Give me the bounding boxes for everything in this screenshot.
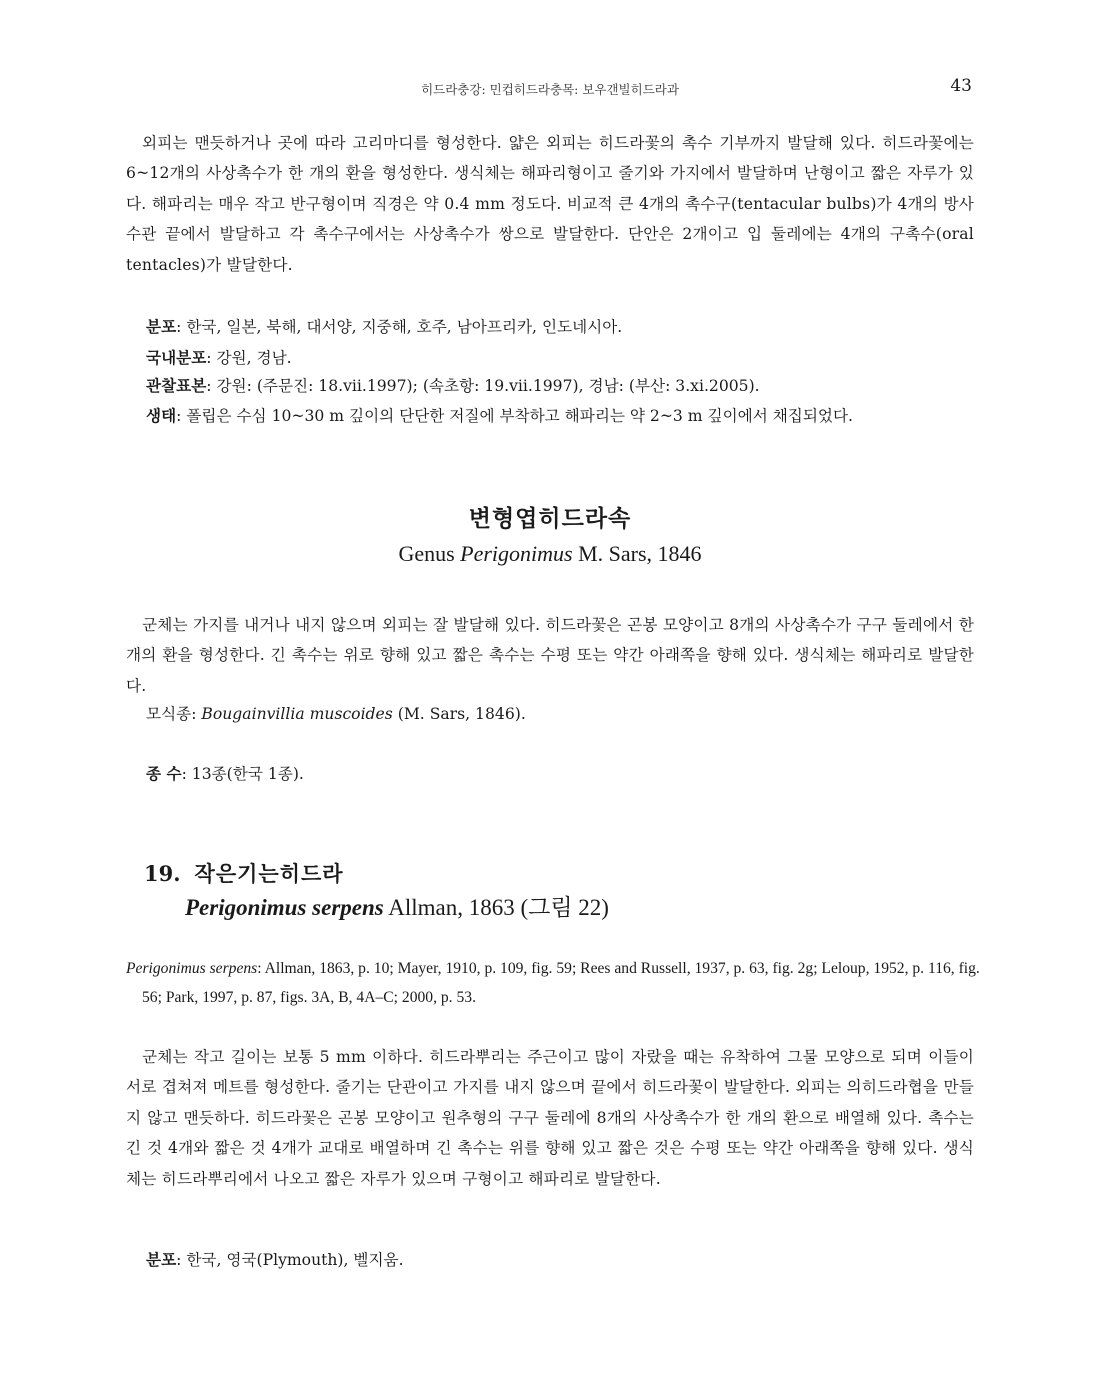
distribution-line <box>146 315 976 339</box>
genus-title-korean: 변형엽히드라속 <box>468 505 632 532</box>
species-number: 19. <box>144 861 181 886</box>
synonymy-name: Perigonimus serpens <box>126 960 258 977</box>
genus-author: M. Sars, 1846 <box>572 541 702 566</box>
genus-prefix: Genus <box>398 541 461 566</box>
genus-name: Perigonimus <box>460 541 573 566</box>
species-scientific-line <box>144 891 974 925</box>
type-species-author: (M. Sars, 1846). <box>392 705 526 723</box>
type-species-line <box>146 702 526 726</box>
specimens-line <box>146 374 976 398</box>
field-label: 분포 <box>146 1250 177 1269</box>
running-head: 히드라충강: 민컵히드라충목: 보우갠빌히드라과 <box>421 82 679 97</box>
species-distribution-line <box>146 1248 976 1272</box>
page-number: 43 <box>950 76 972 96</box>
field-value: : 강원: (주문진: 18.vii.1997); (속초항: 19.vii.1997), 경남: (부산: 3.xi.2005). <box>206 377 760 395</box>
field-value: : 13종(한국 1종). <box>181 765 304 783</box>
synonymy <box>126 954 990 1012</box>
field-value: : 한국, 일본, 북해, 대서양, 지중해, 호주, 남아프리카, 인도네시아. <box>176 318 623 336</box>
field-label: 생태 <box>146 406 177 425</box>
synonymy-text: : Allman, 1863, p. 10; Mayer, 1910, p. 109, fig. 59; Rees and Russell, 1937, p. 63, fig. 2g; Leloup, 1952, p. 116, fig. 56; Park, 1997, p. 87, figs. 3A, B, 4A–C; 2000, p. 53. <box>142 960 980 1006</box>
ecology-line <box>146 404 976 428</box>
species-title-line <box>144 857 974 891</box>
field-label: 국내분포 <box>146 348 207 367</box>
species-authority: Allman, 1863 (그림 22) <box>383 895 609 920</box>
type-species-name: Bougainvillia muscoides <box>201 705 393 723</box>
species-description: 군체는 작고 길이는 보통 5 mm 이하다. 히드라뿌리는 주근이고 많이 자랐을 때는 유착하여 그물 모양으로 되며 이들이 서로 겹쳐져 메트를 형성한다. 줄기는 단관이고 가지를 내지 않으며 끝에서 히드라꽃이 발달한다. 외피는 의히드라협을 만들지 않고 맨듯하다. 히드라꽃은 곤봉 모양이고 원추형의 구구 둘레에 8개의 사상촉수가 한 개의 환으로 배열해 있다. 촉수는 긴 것 4개와 짧은 것 4개가 교대로 배열하며 긴 촉수는 위를 향해 있고 짧은 것은 수평 또는 약간 아래쪽을 향해 있다. 생식체는 히드라뿌리에서 나오고 짧은 자루가 있으며 구형이고 해파리로 발달한다. <box>126 1048 974 1188</box>
field-value: : 한국, 영국(Plymouth), 벨지움. <box>176 1251 404 1269</box>
genus-description: 군체는 가지를 내거나 내지 않으며 외피는 잘 발달해 있다. 히드라꽃은 곤봉 모양이고 8개의 사상촉수가 구구 둘레에서 한 개의 환을 형성한다. 긴 촉수는 위로 향해 있고 짧은 촉수는 수평 또는 약간 아래쪽을 향해 있다. 생식체는 해파리로 발달한다. <box>126 616 974 695</box>
field-value: : 강원, 경남. <box>206 349 292 367</box>
field-label: 관찰표본 <box>146 376 207 395</box>
field-label: 분포 <box>146 317 177 336</box>
type-species-label: 모식종: <box>146 705 202 723</box>
species-korean-name: 작은기는히드라 <box>194 861 344 886</box>
species-scientific-name: Perigonimus serpens <box>185 895 384 920</box>
field-value: : 폴립은 수심 10~30 m 깊이의 단단한 저질에 부착하고 해파리는 약 2~3 m 깊이에서 채집되었다. <box>176 407 854 425</box>
species-heading <box>144 857 974 925</box>
species-count-line <box>146 762 976 786</box>
genus-title-latin <box>0 541 1100 567</box>
page-header <box>126 76 974 98</box>
field-label: 종 수 <box>146 764 182 783</box>
intro-paragraph: 외피는 맨듯하거나 곳에 따라 고리마디를 형성한다. 얇은 외피는 히드라꽃의 촉수 기부까지 발달해 있다. 히드라꽃에는 6~12개의 사상촉수가 한 개의 환을 형성한다. 생식체는 해파리형이고 줄기와 가지에서 발달하며 난형이고 짧은 자루가 있다. 해파리는 매우 작고 반구형이며 직경은 약 0.4 mm 정도다. 비교적 큰 4개의 촉수구(tentacular bulbs)가 4개의 방사수관 끝에서 발달하고 각 촉수구에서는 사상촉수가 쌍으로 발달한다. 단안은 2개이고 입 둘레에는 4개의 구촉수(oral tentacles)가 발달한다. <box>126 134 974 274</box>
domestic-distribution-line <box>146 346 976 370</box>
